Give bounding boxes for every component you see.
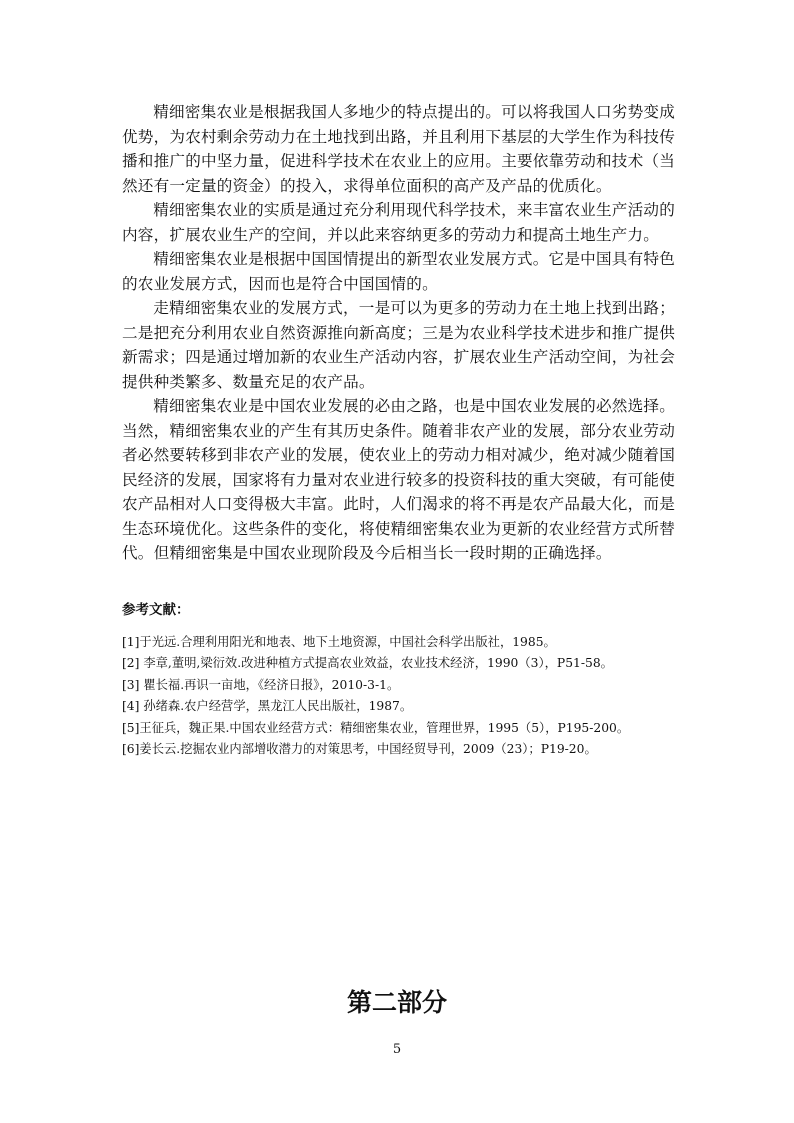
body-paragraph-5: 精细密集农业是中国农业发展的必由之路，也是中国农业发展的必然选择。当然，精细密集农业的产生有其历史条件。随着非农产业的发展，部分农业劳动者必然要转移到非农产业的发展，使农业上的劳动力相对减少，绝对减少随着国民经济的发展，国家将有力量对农业进行较多的投资科技的重大突破，有可能使农产品相对人口变得极大丰富。此时，人们渴求的将不再是农产品最大化，而是生态环境优化。这些条件的变化，将使精细密集农业为更新的农业经营方式所替代。但精细密集是中国农业现阶段及今后相当长一段时期的正确选择。 (122, 397, 675, 562)
page-number: 5 (392, 1042, 402, 1057)
reference-item-3: [3] 瞿长福.再识一亩地，《经济日报》，2010-3-1。 (122, 677, 400, 692)
references-heading: 参考文献： (122, 601, 190, 618)
body-paragraph-3: 精细密集农业是根据中国国情提出的新型农业发展方式。它是中国具有特色的农业发展方式，因而也是符合中国国情的。 (122, 250, 675, 293)
body-paragraph-2: 精细密集农业的实质是通过充分利用现代科学技术，来丰富农业生产活动的内容，扩展农业生产的空间，并以此来容纳更多的劳动力和提高土地生产力。 (122, 201, 675, 244)
reference-item-2: [2] 李章,董明,梁衍效.改进种植方式提高农业效益，农业技术经济，1990（3），P51-58。 (122, 656, 613, 670)
reference-item-6: [6]姜长云.挖掘农业内部增收潜力的对策思考，中国经贸导刊，2009（23）；P19-20。 (122, 742, 597, 756)
body-paragraph-1: 精细密集农业是根据我国人多地少的特点提出的。可以将我国人口劣势变成优势，为农村剩余劳动力在土地找到出路，并且利用下基层的大学生作为科技传播和推广的中坚力量，促进科学技术在农业上的应用。主要依靠劳动和技术（当然还有一定量的资金）的投入，求得单位面积的高产及产品的优质化。 (122, 103, 675, 195)
reference-item-5: [5]王征兵，魏正果.中国农业经营方式：精细密集农业，管理世界，1995（5），P195-200。 (122, 720, 630, 735)
references-list (122, 632, 675, 761)
reference-item-1: [1]于光远.合理利用阳光和地表、地下土地资源，中国社会科学出版社，1985。 (122, 634, 556, 649)
page-content (122, 100, 675, 761)
body-paragraph-4: 走精细密集农业的发展方式，一是可以为更多的劳动力在土地上找到出路；二是把充分利用农业自然资源推向新高度；三是为农业科学技术进步和推广提供新需求；四是通过增加新的农业生产活动内容，扩展农业生产活动空间，为社会提供种类繁多、数量充足的农产品。 (122, 299, 675, 391)
section-title: 第二部分 (346, 988, 447, 1017)
reference-item-4: [4] 孙绪森.农户经营学，黑龙江人民出版社，1987。 (122, 699, 413, 713)
